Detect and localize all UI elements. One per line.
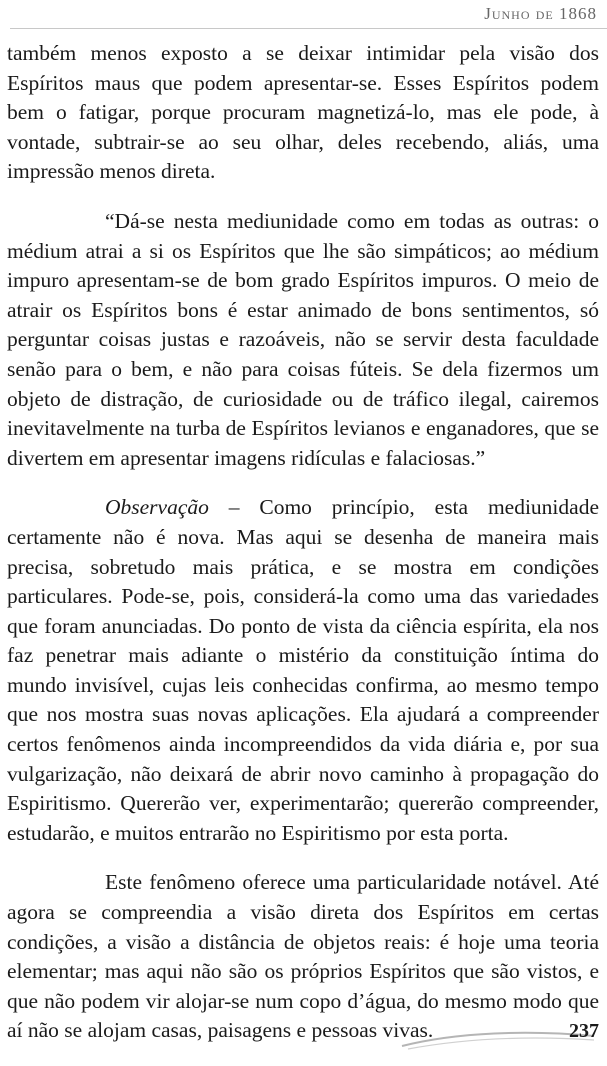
page-body: [7, 39, 599, 1066]
paragraph-quote: “Dá-se nesta mediunidade como em todas as outras: o médium atrai a si os Espíritos que lhe são simpáticos; ao médium impuro apresentam-se de bom grado Espíritos impuros. O meio de atrair os Espíritos bons é estar animado de bons sentimentos, só perguntar coisas justas e razoáveis, não se servir desta faculdade senão para o bem, e não para coisas fúteis. Se dela fizermos um objeto de distração, de curiosidade ou de tráfico ilegal, cairemos inevitavelmente na turba de Espíritos levianos e enganadores, que se divertem em apresentar imagens ridículas e falaciosas.”: [7, 208, 599, 470]
paragraph-4: Este fenômeno oferece uma particularidade notável. Até agora se compreendia a visão direta dos Espíritos em certas condições, a visão a distância de objetos reais: é hoje uma teoria elementar; mas aqui não são os próprios Espíritos que são vistos, e que não podem vir alojar-se num copo d’água, do mesmo modo que aí não se alojam casas, paisagens e pessoas vivas.: [7, 870, 599, 1043]
running-header: [484, 4, 597, 24]
header-year: 1868: [559, 4, 597, 23]
observation-text: – Como princípio, esta mediunidade certamente não é nova. Mas aqui se desenha de maneira mais precisa, sobretudo mais prática, e se mostra em condições particulares. Pode-se, pois, considerá-la como uma das variedades que foram anunciadas. Do ponto de vista da ciência espírita, ela nos faz penetrar mais adiante o mistério da constituição íntima do mundo invisível, cujas leis conhecidas confirma, ao mesmo tempo que nos mostra suas novas aplicações. Ela ajudará a compreender certos fenômenos ainda incompreendidos da vida diária e, por sua vulgarização, não deixará de abrir novo caminho à propagação do Espiritismo. Quererão ver, experimentarão; quererão compreender, estudarão, e muitos entrarão no Espiritismo por esta porta.: [7, 495, 599, 845]
page-number: 237: [569, 1020, 599, 1042]
observation-label: Observação: [105, 495, 209, 520]
paragraph-1: também menos exposto a se deixar intimidar pela visão dos Espíritos maus que podem apresentar-se. Esses Espíritos podem bem o fatigar, porque procuram magnetizá-lo, mas ele pode, à vontade, subtrair-se ao seu olhar, deles recebendo, aliás, uma impressão menos direta.: [7, 41, 599, 184]
footer-swoosh-ornament: [398, 1022, 598, 1052]
header-month: Junho de: [484, 4, 554, 23]
header-divider: [10, 28, 607, 29]
paragraph-observation: [7, 493, 599, 848]
